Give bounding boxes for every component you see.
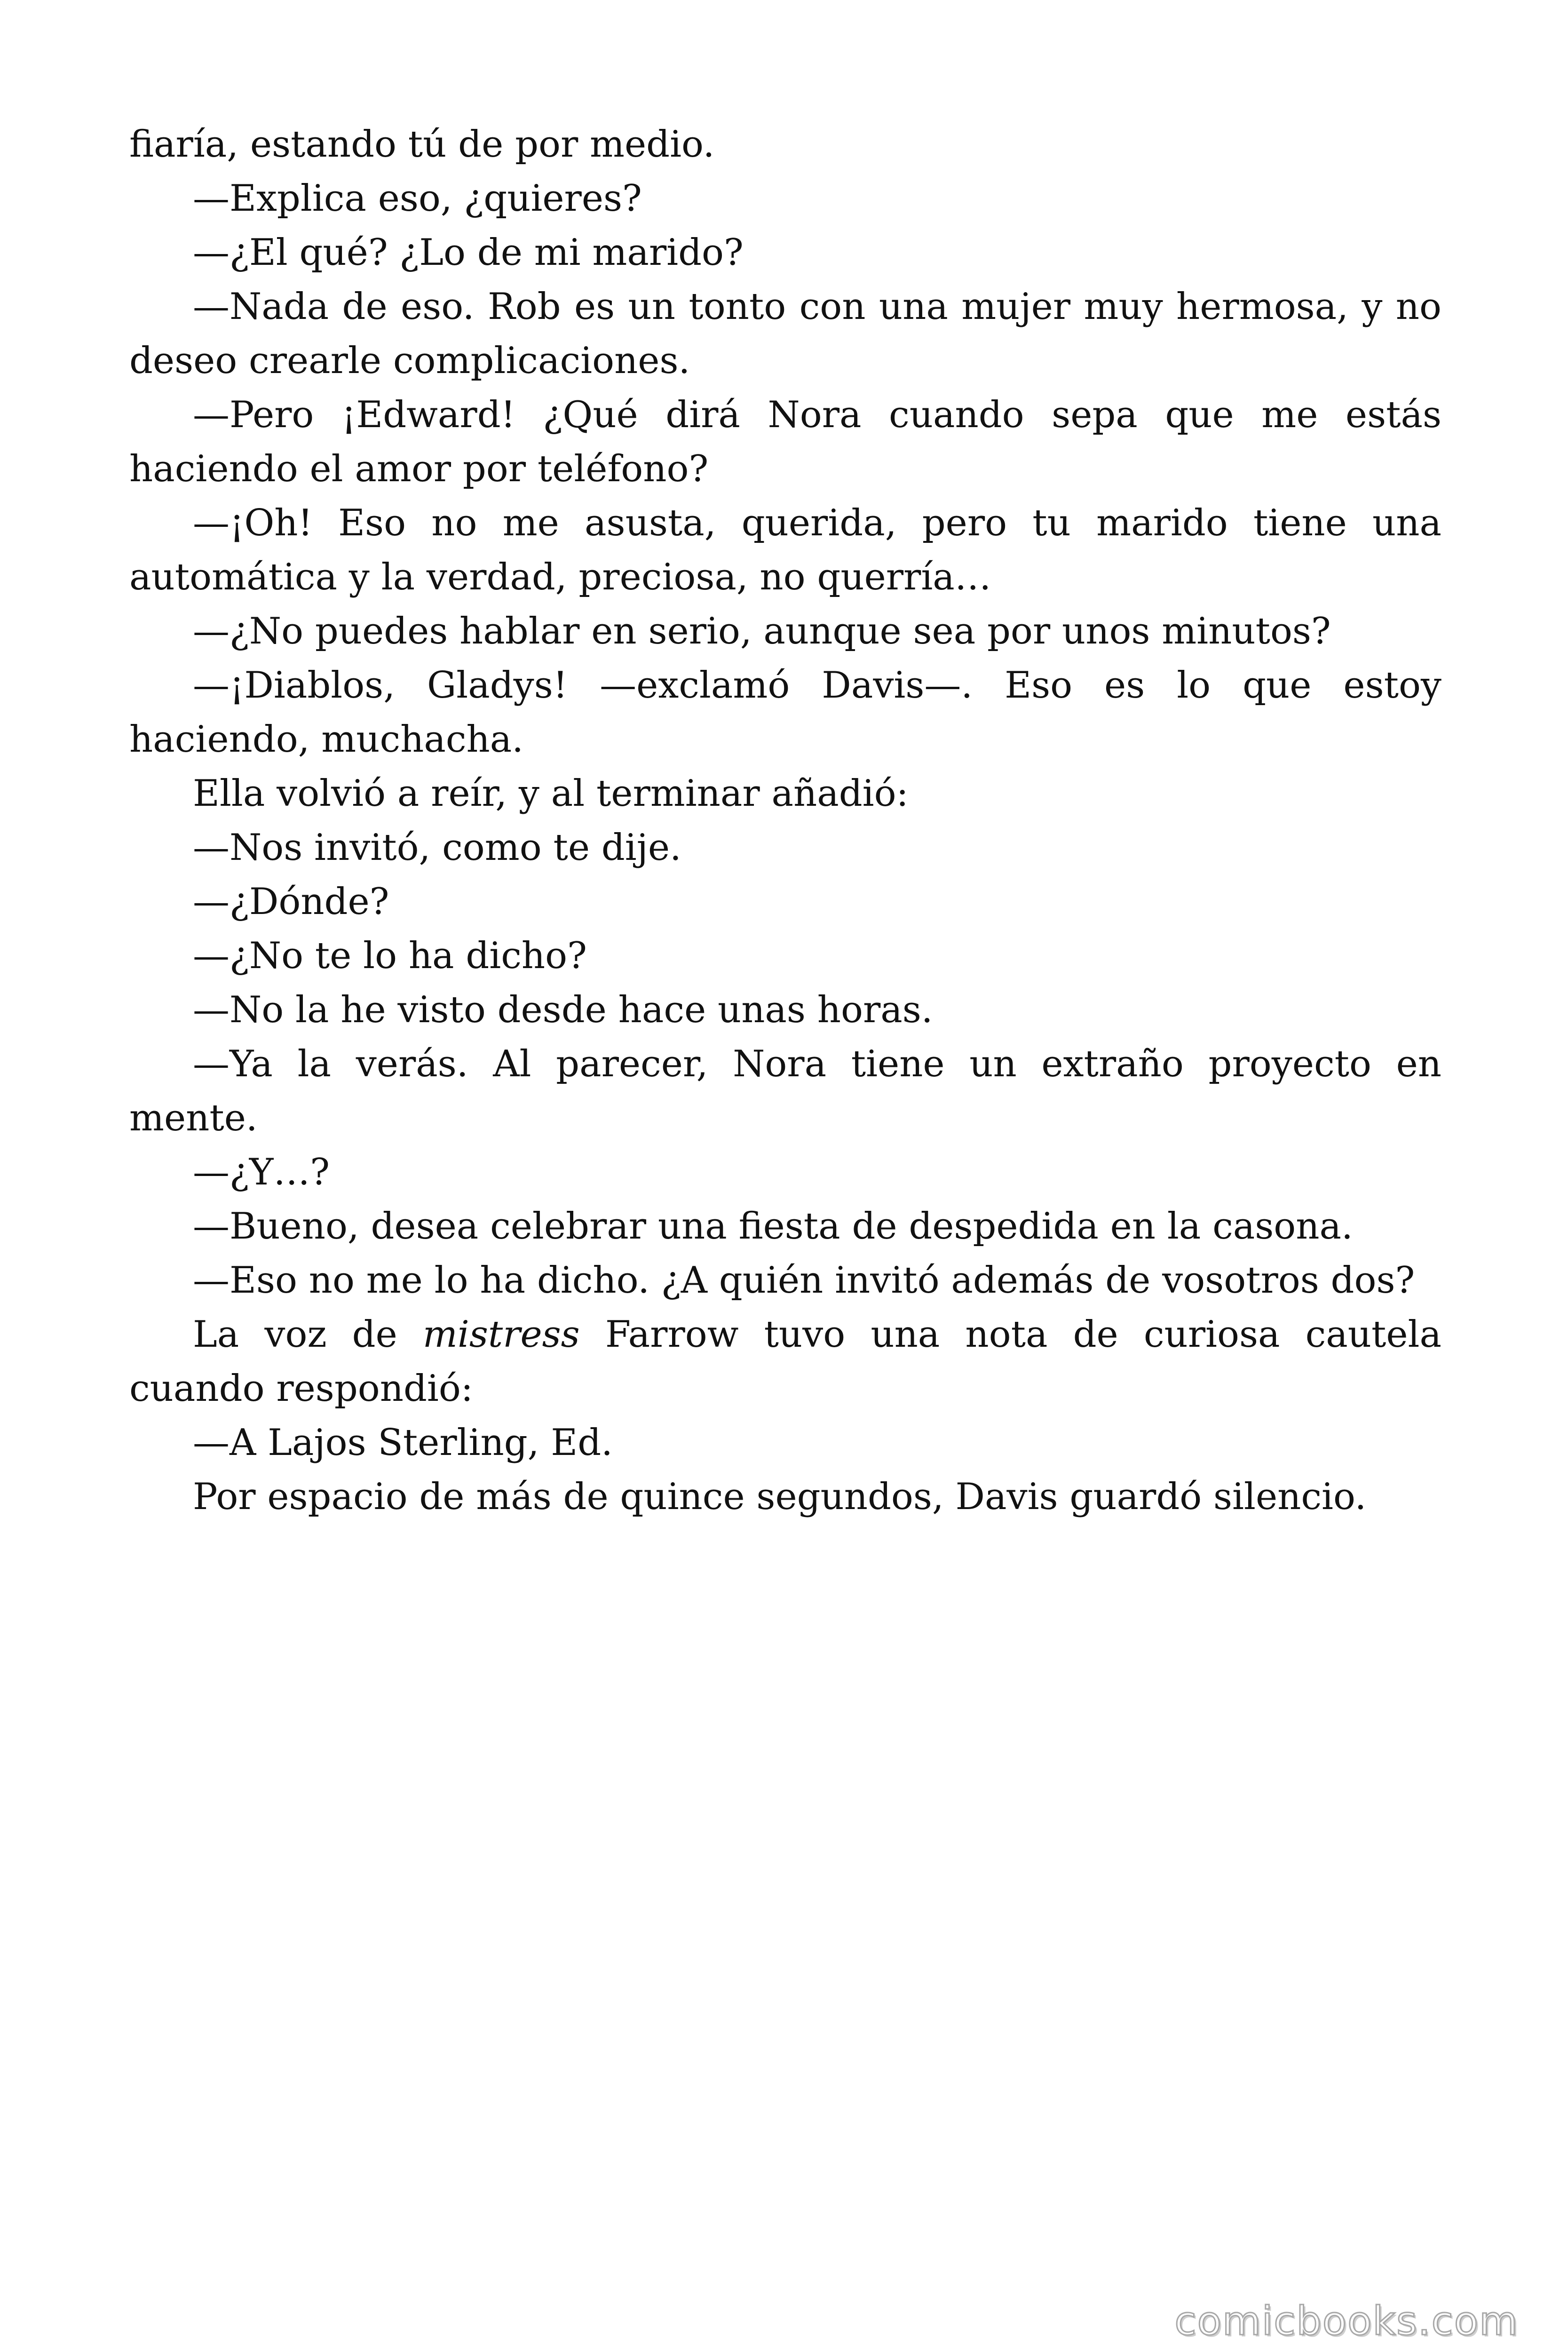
watermark-logo: comicbooks.com bbox=[1174, 2298, 1519, 2344]
paragraph: —¿No te lo ha dicho? bbox=[193, 935, 587, 977]
paragraph: —¡Diablos, Gladys! —exclamó Davis—. Eso es lo que estoy haciendo, muchacha. bbox=[129, 664, 1441, 761]
italic-word: mistress bbox=[422, 1313, 580, 1356]
paragraph: fiaría, estando tú de por medio. bbox=[129, 123, 715, 166]
paragraph: —Explica eso, ¿quieres? bbox=[193, 177, 642, 220]
paragraph: —¡Oh! Eso no me asusta, querida, pero tu marido tiene una automática y la verdad, preciosa, no querría… bbox=[129, 502, 1441, 598]
paragraph: —Pero ¡Edward! ¿Qué dirá Nora cuando sepa que me estás haciendo el amor por teléfono? bbox=[129, 394, 1441, 490]
paragraph: —¿Dónde? bbox=[193, 881, 389, 923]
paragraph: Ella volvió a reír, y al terminar añadió: bbox=[193, 772, 909, 815]
paragraph: —A Lajos Sterling, Ed. bbox=[193, 1422, 613, 1464]
paragraph: —¿El qué? ¿Lo de mi marido? bbox=[193, 231, 744, 274]
paragraph: —¿No puedes hablar en serio, aunque sea por unos minutos? bbox=[193, 610, 1331, 652]
paragraph: —Nada de eso. Rob es un tonto con una mujer muy hermosa, y no deseo crearle complicaciones. bbox=[129, 286, 1441, 382]
paragraph: Por espacio de más de quince segundos, Davis guardó silencio. bbox=[193, 1476, 1367, 1518]
paragraph-with-italic bbox=[129, 1308, 1441, 1416]
paragraph: —Eso no me lo ha dicho. ¿A quién invitó además de vosotros dos? bbox=[193, 1259, 1415, 1302]
book-page-text bbox=[129, 118, 1441, 1524]
paragraph: —Nos invitó, como te dije. bbox=[193, 826, 681, 869]
paragraph-text-after: Farrow tuvo una nota de curiosa cautela cuando respondió: bbox=[129, 1313, 1441, 1410]
paragraph: —Ya la verás. Al parecer, Nora tiene un extraño proyecto en mente. bbox=[129, 1043, 1441, 1139]
paragraph: —Bueno, desea celebrar una fiesta de despedida en la casona. bbox=[193, 1205, 1353, 1248]
paragraph-text-before: La voz de bbox=[193, 1313, 423, 1356]
paragraph: —No la he visto desde hace unas horas. bbox=[193, 989, 933, 1031]
paragraph: —¿Y…? bbox=[193, 1151, 330, 1193]
